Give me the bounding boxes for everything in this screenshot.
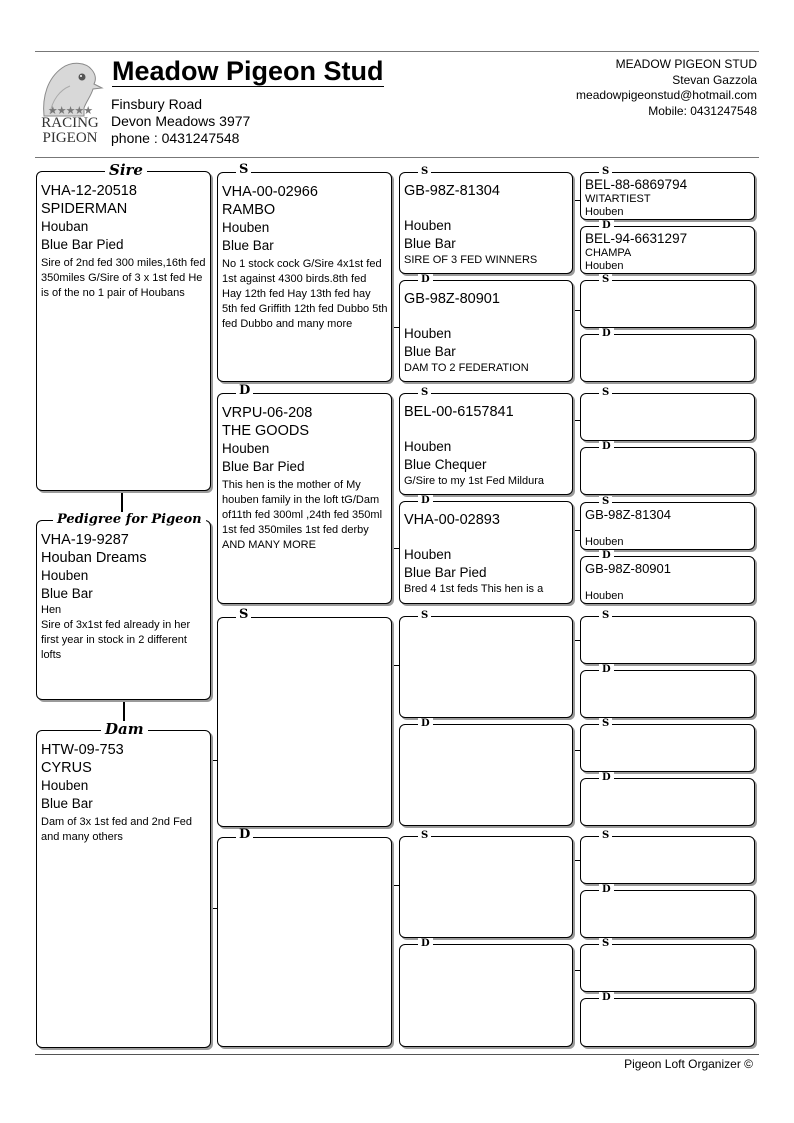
gen4-11-tag: S (599, 718, 612, 730)
address-line-2: Devon Meadows 3977 (111, 113, 251, 129)
gen4-6-card (580, 441, 755, 495)
gen4-12-card (580, 772, 755, 826)
gen3-sd-sire-color: Blue Chequer (404, 457, 487, 472)
dam-card (36, 720, 211, 1048)
gen3-ds-dam-card (399, 718, 573, 826)
gen4-1-strain: Houben (585, 206, 624, 218)
gen3-dd-dam-tag: D (418, 938, 433, 950)
gen3-ss-dam-color: Blue Bar (404, 344, 456, 359)
gen4-13-tag: S (599, 830, 612, 842)
gen4-15-tag: S (599, 938, 612, 950)
gen3-sd-dam-strain: Houben (404, 547, 452, 562)
gen4-7-ring: GB-98Z-81304 (585, 507, 671, 522)
sire-ring-number: VHA-12-20518 (41, 183, 137, 199)
racing-pigeon-logo (36, 56, 104, 146)
gen3-ss-dam-strain: Houben (404, 326, 452, 341)
gen4-8-ring: GB-98Z-80901 (585, 561, 671, 576)
gen4-3-tag: S (599, 274, 612, 286)
gen4-sss-dam-card (580, 220, 755, 274)
gen4-7-tag: S (599, 496, 612, 508)
subject-sex: Hen (41, 604, 62, 616)
gen3-dd-dam-card (399, 938, 573, 1047)
sire-notes: Sire of 2nd fed 300 miles,16th fed 350miles G/Sire of 3 x 1st fed He is of the no 1 pair of Houbans (41, 257, 206, 299)
gen4-2-strain: Houben (585, 260, 624, 272)
gen4-10-tag: D (599, 664, 614, 676)
gen3-ss-dam-card (399, 274, 573, 382)
sire-dam-ring: VRPU-06-208 (222, 405, 313, 421)
contact-mobile: Mobile: 0431247548 (648, 103, 757, 118)
gen3-dd-sire-tag: S (418, 830, 431, 842)
gen3-sd-dam-card (399, 495, 573, 604)
gen4-9-card (580, 610, 755, 664)
logo-stars: ★★★★★ (47, 105, 93, 117)
dam-notes: Dam of 3x 1st fed and 2nd Fed and many others (41, 816, 193, 843)
sire-sire-strain: Houben (222, 220, 270, 235)
gen4-2-name: CHAMPA (585, 247, 632, 259)
subject-card (36, 512, 211, 700)
gen4-2-ring: BEL-94-6631297 (585, 231, 688, 246)
gen4-14-tag: D (599, 884, 614, 896)
gen4-1-ring: BEL-88-6869794 (585, 177, 688, 192)
contact-email: meadowpigeonstud@hotmail.com (576, 88, 757, 102)
gen3-ss-sire-notes: SIRE OF 3 FED WINNERS (404, 254, 538, 266)
gen3-sd-dam-color: Blue Bar Pied (404, 565, 487, 580)
dam-strain: Houben (41, 778, 89, 793)
gen4-15-card (580, 938, 755, 992)
sire-dam-color: Blue Bar Pied (222, 459, 305, 474)
gen4-8-tag: D (599, 550, 614, 562)
gen4-4-tag: D (599, 328, 614, 340)
gen4-16-tag: D (599, 992, 614, 1004)
gen3-ss-sire-tag: S (418, 166, 431, 178)
gen3-ss-dam-tag: D (418, 274, 433, 286)
sire-dam-notes: This hen is the mother of My houben family in the loft tG/Dam of11th fed 300ml ,24th fed 350ml 1st fed 350miles 1st fed derby AND MANY MORE (222, 479, 383, 551)
dam-dam-card (217, 827, 392, 1047)
sire-dam-name: THE GOODS (222, 423, 310, 439)
gen3-sd-dam-ring: VHA-00-02893 (404, 512, 500, 528)
logo-text-racing: RACING (41, 115, 99, 131)
dam-dam-tag: D (236, 829, 253, 841)
subject-name: Houban Dreams (41, 550, 147, 566)
sire-sire-ring: VHA-00-02966 (222, 184, 318, 200)
sire-card (36, 161, 211, 491)
gen4-3-card (580, 274, 755, 328)
address-line-3: phone : 0431247548 (111, 130, 240, 146)
subject-color: Blue Bar (41, 586, 93, 601)
gen4-2-tag: D (599, 220, 614, 232)
gen3-ss-sire-color: Blue Bar (404, 236, 456, 251)
gen3-ss-dam-ring: GB-98Z-80901 (404, 291, 500, 307)
gen4-5-card (580, 387, 755, 441)
gen4-1-tag: S (599, 166, 612, 178)
gen3-ss-sire-strain: Houben (404, 218, 452, 233)
sire-strain: Houban (41, 219, 89, 234)
sire-label: Sire (105, 162, 147, 179)
gen3-ds-dam-tag: D (418, 718, 433, 730)
contact-owner: Stevan Gazzola (672, 72, 757, 87)
gen4-10-card (580, 664, 755, 718)
gen4-1-name: WITARTIEST (585, 193, 651, 205)
sire-dam-card (217, 383, 392, 604)
sire-sire-name: RAMBO (222, 202, 276, 218)
sire-dam-tag: D (236, 385, 253, 397)
sire-sire-tag: S (236, 164, 251, 176)
gen4-sds-sire-card (580, 496, 755, 550)
dam-color: Blue Bar (41, 796, 93, 811)
subject-strain: Houben (41, 568, 89, 583)
gen3-sd-sire-ring: BEL-00-6157841 (404, 404, 514, 420)
address-line-1: Finsbury Road (111, 96, 203, 112)
gen4-sss-sire-card (580, 166, 755, 220)
gen3-sd-sire-notes: G/Sire to my 1st Fed Mildura (404, 475, 544, 487)
gen4-14-card (580, 884, 755, 938)
gen4-16-card (580, 992, 755, 1047)
subject-ring-number: VHA-19-9287 (41, 532, 129, 548)
logo-text-pigeon: PIGEON (42, 130, 98, 146)
gen3-ds-sire-card (399, 610, 573, 718)
subject-notes: Sire of 3x1st fed already in her first year in stock in 2 different lofts (41, 619, 191, 661)
gen3-ss-sire-ring: GB-98Z-81304 (404, 183, 500, 199)
gen3-dd-sire-card (399, 830, 573, 938)
contact-stud-name: MEADOW PIGEON STUD (615, 57, 757, 71)
gen3-ss-sire-card (399, 166, 573, 274)
dam-ring-number: HTW-09-753 (41, 742, 124, 758)
dam-name: CYRUS (41, 760, 92, 776)
gen3-sd-dam-tag: D (418, 495, 433, 507)
gen4-4-card (580, 328, 755, 382)
sire-color: Blue Bar Pied (41, 237, 124, 252)
gen4-sds-dam-card (580, 550, 755, 604)
dam-sire-card (217, 607, 392, 827)
gen3-sd-sire-card (399, 387, 573, 495)
dam-sire-tag: S (236, 609, 251, 621)
sire-sire-color: Blue Bar (222, 238, 274, 253)
stud-address (111, 96, 250, 147)
gen4-5-tag: S (599, 387, 612, 399)
sire-sire-card (217, 162, 392, 382)
gen3-ds-sire-tag: S (418, 610, 431, 622)
gen4-7-strain: Houben (585, 536, 624, 548)
sire-sire-notes: No 1 stock cock G/Sire 4x1st fed 1st against 4300 birds.8th fed Hay 12th fed Hay 13th fed hay 5th fed Griffith 12th fed Dubbo 5th fed Dubbo and many more (222, 258, 388, 330)
gen4-12-tag: D (599, 772, 614, 784)
stud-title: Meadow Pigeon Stud (112, 56, 384, 86)
gen3-sd-sire-strain: Houben (404, 439, 452, 454)
sire-name: SPIDERMAN (41, 201, 128, 217)
sire-dam-strain: Houben (222, 441, 270, 456)
dam-label: Dam (101, 721, 148, 738)
gen4-13-card (580, 830, 755, 884)
gen3-ss-dam-notes: DAM TO 2 FEDERATION (404, 362, 529, 374)
gen3-sd-sire-tag: S (418, 387, 431, 399)
gen4-9-tag: S (599, 610, 612, 622)
pedigree-label: Pedigree for Pigeon (53, 512, 206, 528)
gen4-11-card (580, 718, 755, 772)
gen4-6-tag: D (599, 441, 614, 453)
gen4-8-strain: Houben (585, 590, 624, 602)
footer-credit: Pigeon Loft Organizer © (624, 1057, 753, 1071)
gen3-sd-dam-notes: Bred 4 1st feds This hen is a (404, 583, 544, 595)
contact-block (576, 57, 757, 119)
